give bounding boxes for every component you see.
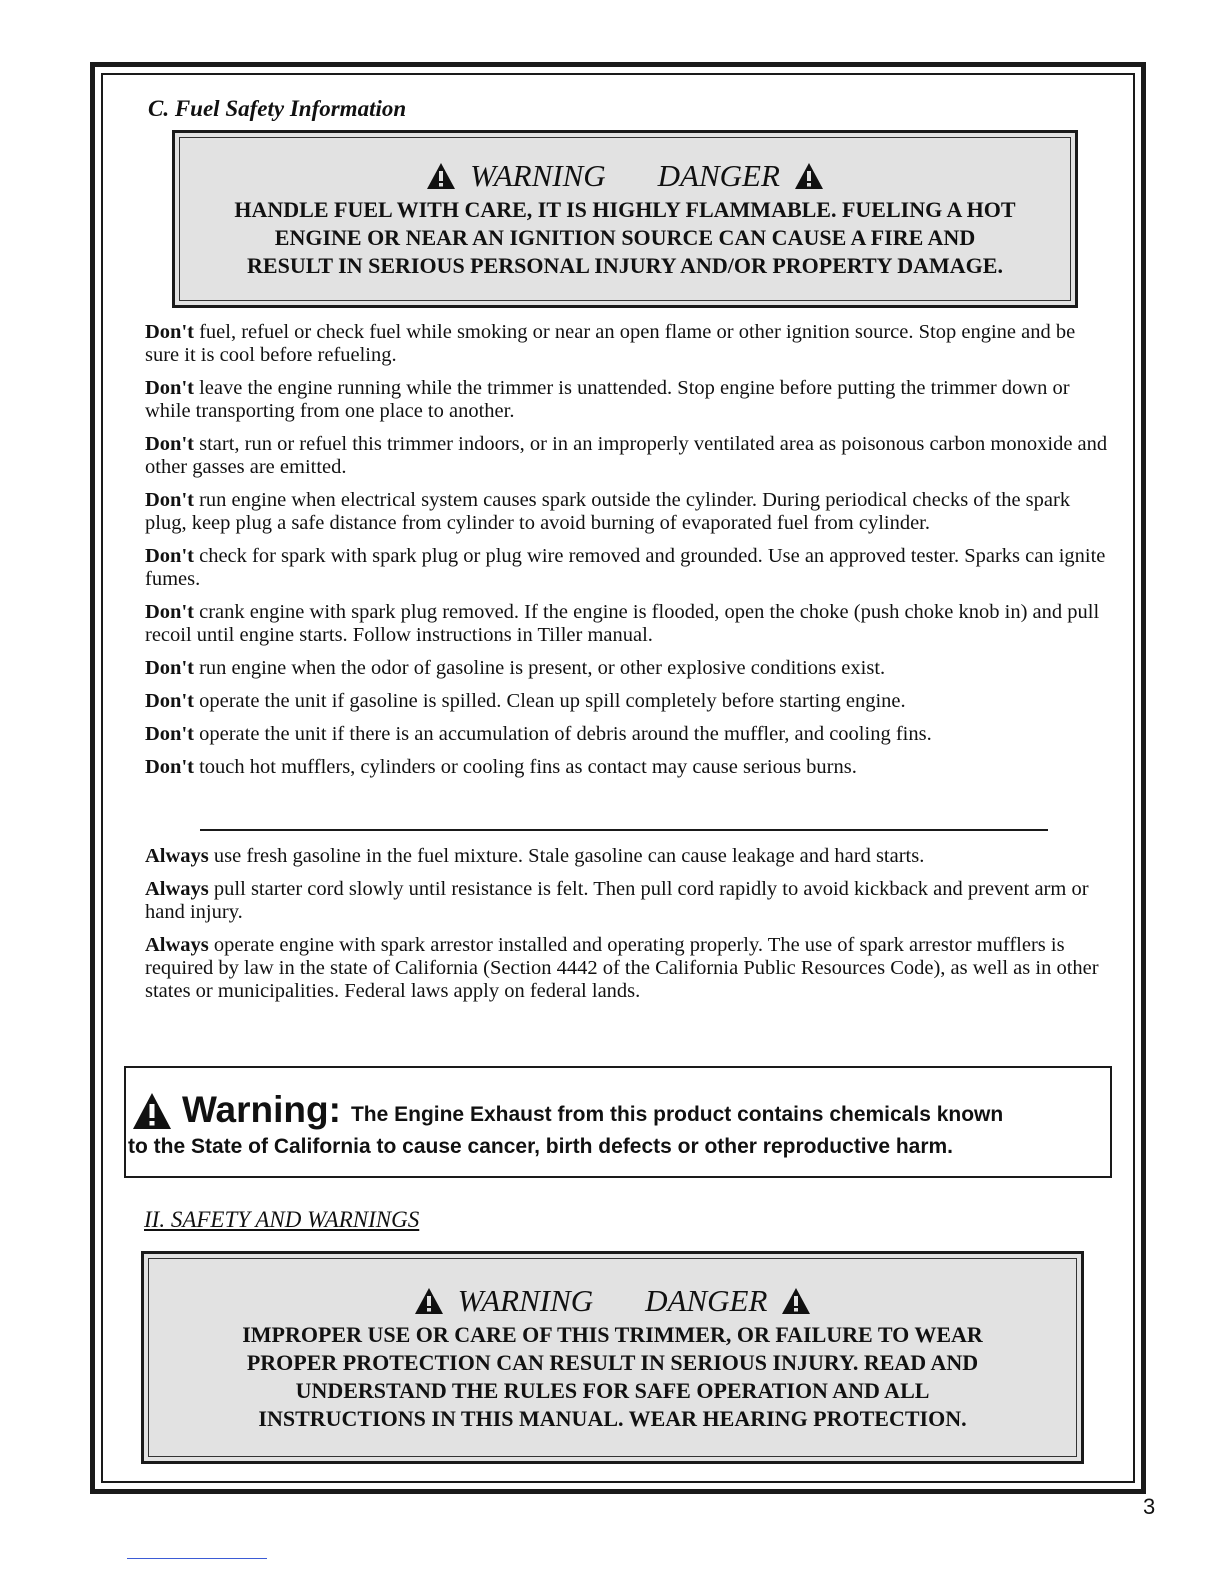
- danger-line: RESULT IN SERIOUS PERSONAL INJURY AND/OR PROPERTY DAMAGE.: [247, 253, 1003, 278]
- danger-line: HANDLE FUEL WITH CARE, IT IS HIGHLY FLAMMABLE. FUELING A HOT: [234, 197, 1016, 222]
- rule-item: Don't touch hot mufflers, cylinders or cooling fins as contact may cause serious burns.: [145, 756, 857, 778]
- safety-warnings-title: II. SAFETY AND WARNINGS: [144, 1207, 420, 1232]
- prop65-text-line1: The Engine Exhaust from this product contains chemicals known: [350, 1103, 1004, 1126]
- rule-item: Always pull starter cord slowly until resistance is felt. Then pull cord rapidly to avoid kickback and prevent arm or hand injury.: [145, 878, 1089, 923]
- danger-line: UNDERSTAND THE RULES FOR SAFE OPERATION AND ALL: [295, 1377, 930, 1403]
- rule-item: Don't run engine when electrical system causes spark outside the cylinder. During periodical checks of the spark plug, keep plug a safe distance from cylinder to avoid burning of evaporated fuel from cylinder.: [145, 489, 1071, 534]
- danger-line: PROPER PROTECTION CAN RESULT IN SERIOUS INJURY. READ AND: [246, 1349, 979, 1375]
- danger-label: DANGER: [645, 1282, 768, 1318]
- warning-triangle-icon: [132, 1092, 172, 1130]
- warning-label: WARNING: [457, 1282, 594, 1318]
- warning-triangle-icon: [781, 1287, 811, 1315]
- prop65-label: Warning:: [182, 1089, 341, 1130]
- always-rules-list: [145, 845, 1113, 1013]
- footer-rule: [127, 1558, 267, 1559]
- danger-heading: [426, 158, 824, 194]
- rule-item: Don't operate the unit if there is an accumulation of debris around the muffler, and cooling fins.: [145, 723, 932, 745]
- section-divider: [200, 829, 1048, 831]
- warning-triangle-icon: [414, 1287, 444, 1315]
- rule-item: Don't start, run or refuel this trimmer indoors, or in an improperly ventilated area as poisonous carbon monoxide and other gasses are emitted.: [145, 433, 1108, 478]
- rule-item: Don't leave the engine running while the trimmer is unattended. Stop engine before putting the trimmer down or while transporting from one place to another.: [145, 377, 1070, 422]
- safety-danger-banner: [141, 1251, 1084, 1464]
- danger-heading: [414, 1283, 812, 1319]
- prop65-warning-box: [124, 1066, 1112, 1178]
- warning-triangle-icon: [426, 162, 456, 190]
- rule-item: Don't run engine when the odor of gasoline is present, or other explosive conditions exist.: [145, 657, 886, 679]
- dont-rules-list: [145, 321, 1113, 789]
- warning-triangle-icon: [794, 162, 824, 190]
- rule-item: Always operate engine with spark arrestor installed and operating properly. The use of spark arrestor mufflers is required by law in the state of California (Section 4442 of the California Public Resources Code), as well as in other states or municipalities. Federal laws apply on federal lands.: [145, 934, 1099, 1002]
- page-number: 3: [1143, 1494, 1156, 1519]
- rule-item: Always use fresh gasoline in the fuel mixture. Stale gasoline can cause leakage and hard starts.: [145, 845, 925, 867]
- rule-item: Don't operate the unit if gasoline is spilled. Clean up spill completely before starting engine.: [145, 690, 906, 712]
- fuel-safety-title: C. Fuel Safety Information: [148, 96, 407, 121]
- danger-line: ENGINE OR NEAR AN IGNITION SOURCE CAN CAUSE A FIRE AND: [274, 225, 976, 250]
- prop65-text-line2: to the State of California to cause cancer, birth defects or other reproductive harm.: [128, 1135, 954, 1158]
- danger-line: INSTRUCTIONS IN THIS MANUAL. WEAR HEARING PROTECTION.: [258, 1405, 967, 1431]
- rule-item: Don't crank engine with spark plug removed. If the engine is flooded, open the choke (push choke knob in) and pull recoil until engine starts. Follow instructions in Tiller manual.: [145, 601, 1100, 646]
- rule-item: Don't check for spark with spark plug or plug wire removed and grounded. Use an approved tester. Sparks can ignite fumes.: [145, 545, 1106, 590]
- rule-item: Don't fuel, refuel or check fuel while smoking or near an open flame or other ignition source. Stop engine and be sure it is cool before refueling.: [145, 321, 1076, 366]
- danger-label: DANGER: [657, 158, 780, 193]
- warning-label: WARNING: [470, 158, 606, 193]
- fuel-danger-banner: [172, 130, 1078, 308]
- danger-line: IMPROPER USE OR CARE OF THIS TRIMMER, OR FAILURE TO WEAR: [242, 1321, 983, 1347]
